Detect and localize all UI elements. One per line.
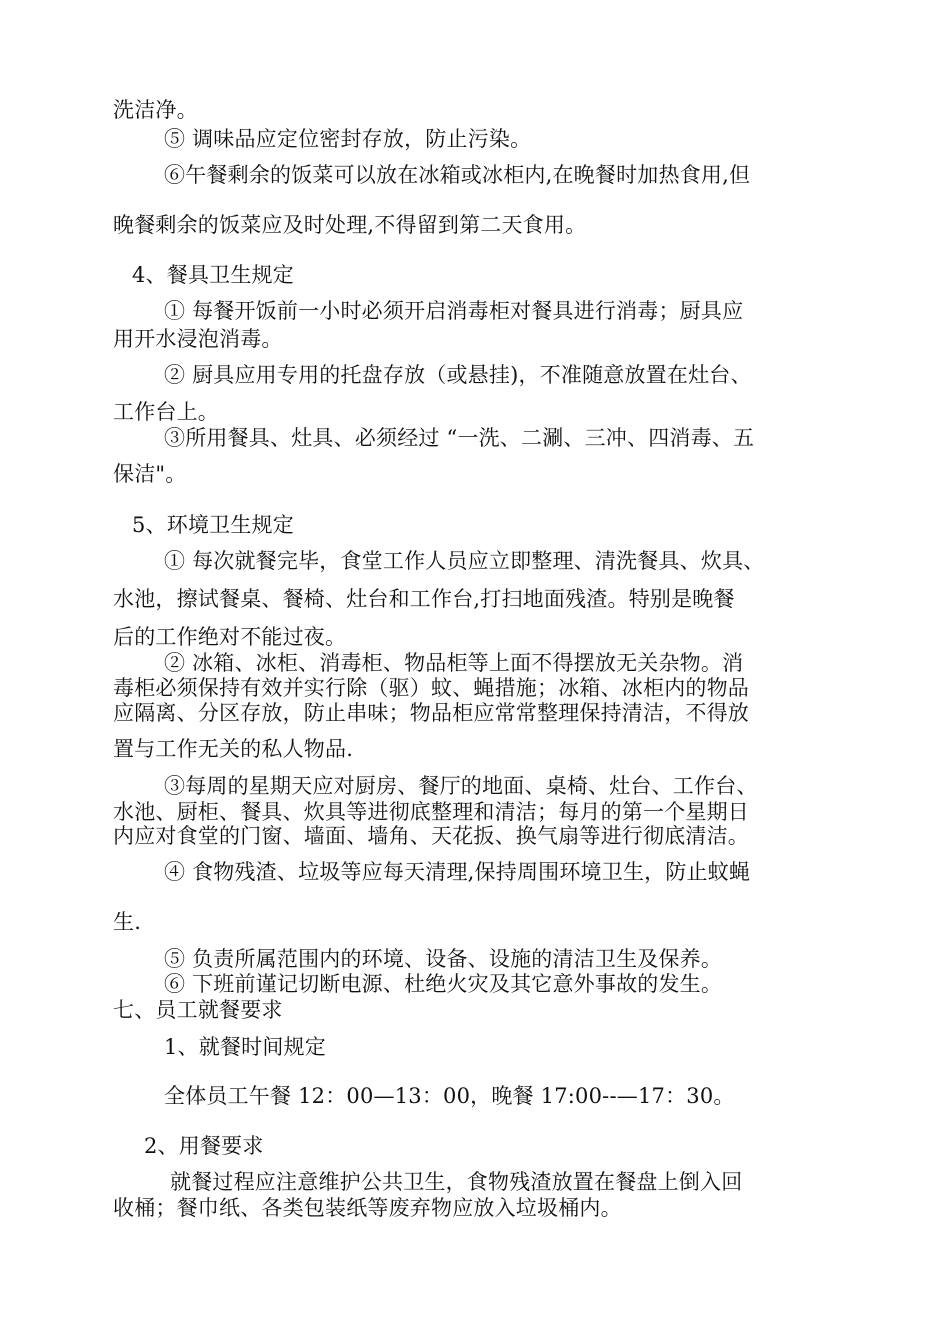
text-line: 晚餐剩余的饭菜应及时处理,不得留到第二天食用。: [113, 213, 587, 237]
text-line: 收桶；餐巾纸、各类包装纸等废弃物应放入垃圾桶内。: [113, 1196, 622, 1220]
text-line: 工作台上。: [113, 400, 219, 424]
text-line: 水池，擦试餐桌、餐椅、灶台和工作台,打扫地面残渣。特别是晚餐: [113, 587, 735, 611]
section-heading: 5、环境卫生规定: [132, 513, 294, 537]
text-line: 后的工作绝对不能过夜。: [113, 625, 347, 649]
text-line: 内应对食堂的门窗、墙面、墙角、天花扳、换气扇等进行彻底清洁。: [113, 824, 749, 848]
text-line: ⑤ 负责所属范围内的环境、设备、设施的清洁卫生及保养。: [164, 947, 723, 971]
text-line: 保洁"。: [113, 462, 187, 486]
text-line: ④ 食物残渣、垃圾等应每天清理,保持周围环境卫生，防止蚊蝇: [164, 860, 751, 884]
text-line: 全体员工午餐 12：00—13：00，晚餐 17:00--—17：30。: [164, 1084, 735, 1108]
text-line: ⑤ 调味品应定位密封存放，防止污染。: [164, 127, 532, 151]
text-line: ② 厨具应用专用的托盘存放（或悬挂)，不准随意放置在灶台、: [164, 363, 752, 387]
text-line: 置与工作无关的私人物品.: [113, 737, 354, 761]
chapter-heading: 七、员工就餐要求: [113, 998, 283, 1022]
text-line: 洗洁净。: [113, 98, 198, 122]
section-heading: 1、就餐时间规定: [164, 1035, 326, 1059]
text-line: ① 每餐开饭前一小时必须开启消毒柜对餐具进行消毒；厨具应: [164, 299, 744, 323]
text-line: 毒柜必须保持有效并实行除（驱）蚊、蝇措施；冰箱、冰柜内的物品: [113, 676, 749, 700]
text-line: ⑥午餐剩余的饭菜可以放在冰箱或冰柜内,在晚餐时加热食用,但: [164, 163, 751, 187]
text-line: 用开水浸泡消毒。: [113, 327, 283, 351]
text-line: 生.: [113, 910, 142, 934]
text-line: ⑥ 下班前谨记切断电源、杜绝火灾及其它意外事故的发生。: [164, 972, 723, 996]
text-line: 应隔离、分区存放，防止串味；物品柜应常常整理保持清洁，不得放: [113, 701, 749, 725]
text-line: ① 每次就餐完毕，食堂工作人员应立即整理、清洗餐具、炊具、: [164, 549, 765, 573]
text-line: ③每周的星期天应对厨房、餐厅的地面、桌椅、灶台、工作台、: [164, 774, 758, 798]
section-heading: 2、用餐要求: [144, 1134, 264, 1158]
text-line: 水池、厨柜、餐具、炊具等进彻底整理和清洁；每月的第一个星期日: [113, 800, 749, 824]
text-line: ② 冰箱、冰柜、消毒柜、物品柜等上面不得摆放无关杂物。消: [164, 651, 744, 675]
section-heading: 4、餐具卫生规定: [132, 263, 294, 287]
text-line: ③所用餐具、灶具、必须经过 “一洗、二涮、三冲、四消毒、五: [164, 426, 755, 450]
text-line: 就餐过程应注意维护公共卫生，食物残渣放置在餐盘上倒入回: [170, 1170, 743, 1194]
